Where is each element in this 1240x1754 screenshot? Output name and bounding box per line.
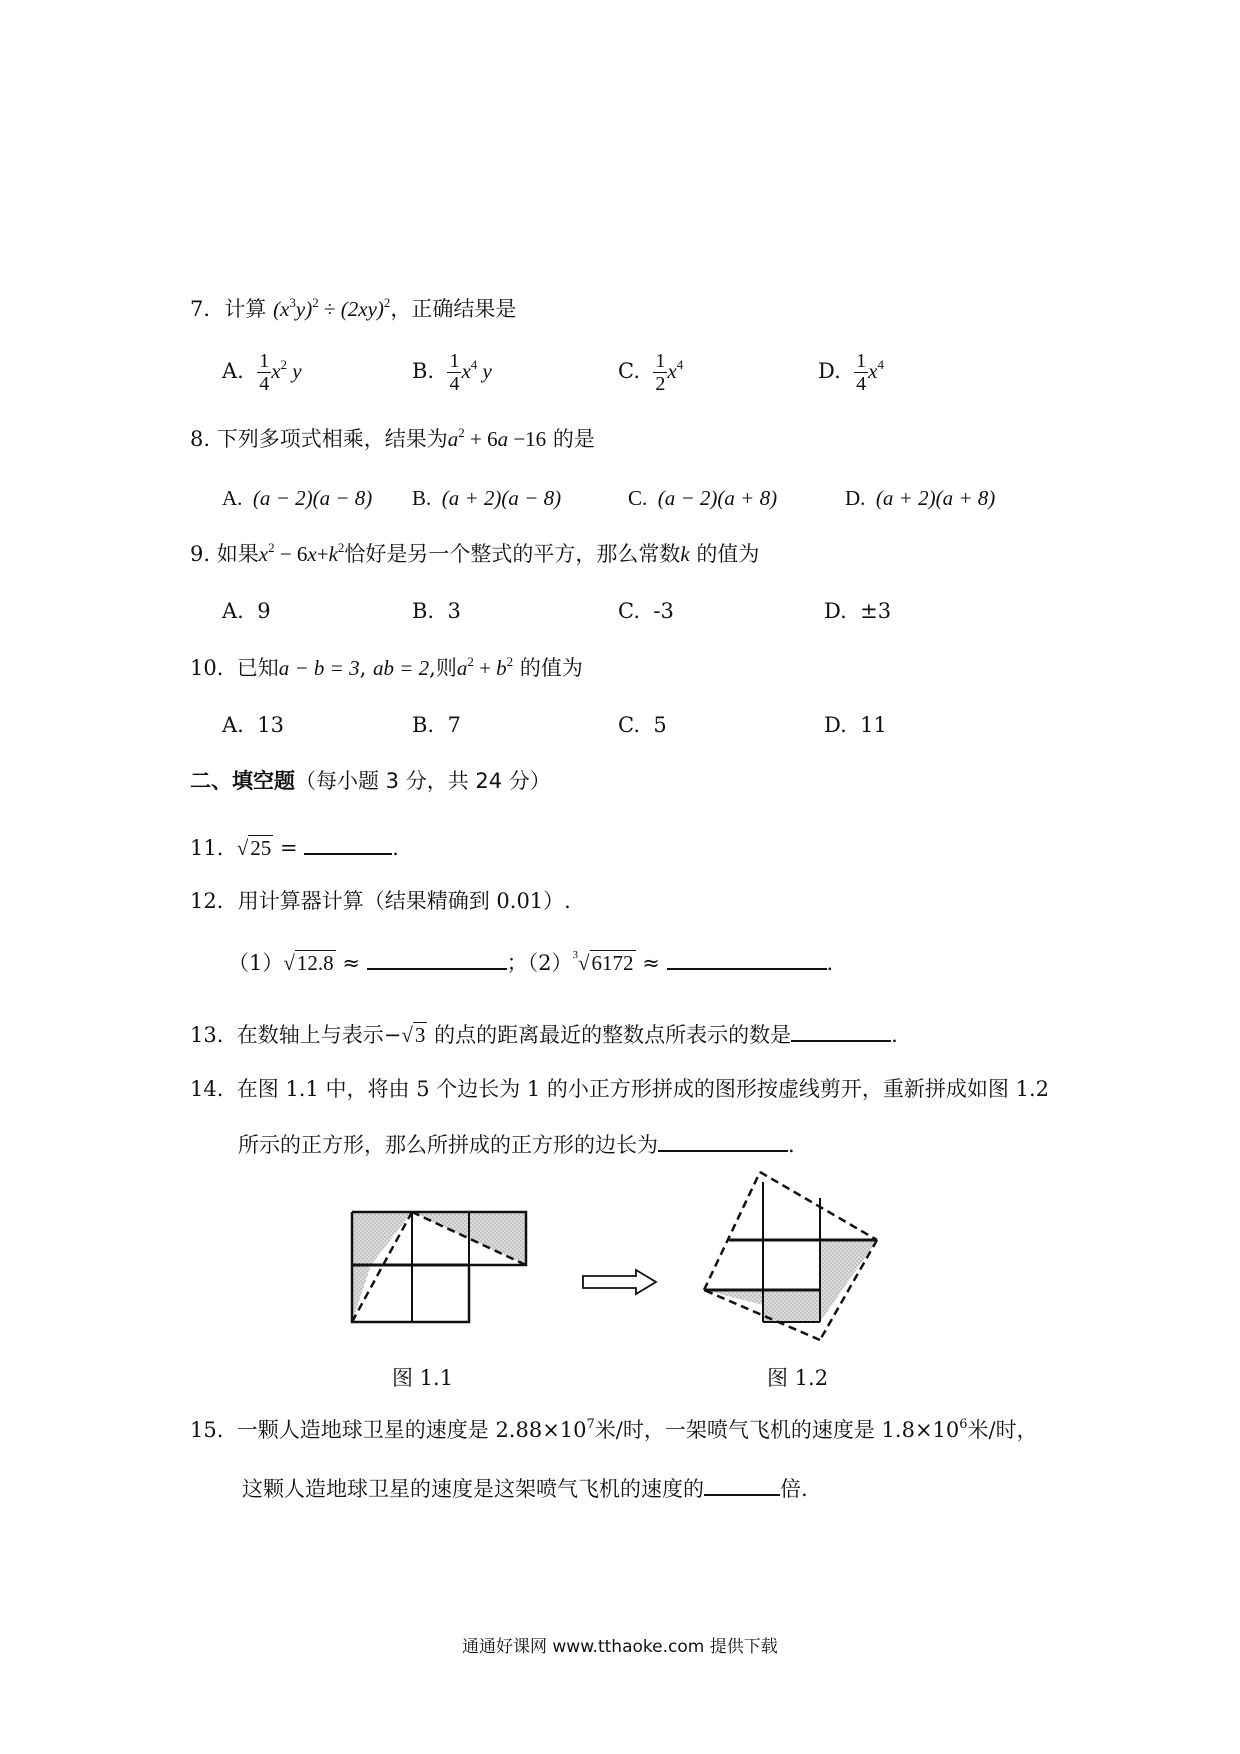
q12-answer-blank-2[interactable]	[667, 946, 827, 970]
q10-option-b: B. 7	[412, 713, 461, 737]
q7-option-c: C. $\frac{1}{2}$ $x^4$	[618, 350, 684, 395]
q9-option-d: D. ±3	[824, 599, 892, 623]
q7-option-a: A. $\frac{1}{4}$ $x^2$ y	[222, 350, 302, 395]
q7-expression: $(x^3y)^2 \div (2xy)^2$	[273, 295, 391, 321]
q14-answer-blank[interactable]	[658, 1128, 788, 1152]
q12-parts: （1）√12.8 ≈ ；$(2)^3√6172$ ≈ .	[228, 946, 833, 976]
q7-option-b: B. $\frac{1}{4}$ $x^4$ y	[412, 350, 492, 395]
q10-option-a: A. 13	[222, 713, 284, 737]
q7-option-d: D. $\frac{1}{4}$ $x^4$	[818, 350, 884, 395]
q15-line-2: 这颗人造地球卫星的速度是这架喷气飞机的速度的 倍.	[242, 1472, 808, 1502]
q8-option-a: A. (a − 2)(a − 8)	[222, 486, 373, 510]
q13-answer-blank[interactable]	[791, 1018, 891, 1042]
q9-expression: $x^2 - 6x+k^2$	[258, 540, 345, 566]
section-2-header: 二、填空题（每小题 3 分，共 24 分）	[190, 769, 551, 793]
figure-1-1	[352, 1212, 526, 1322]
q10-option-d: D. 11	[824, 713, 887, 737]
q14-line-2: 所示的正方形，那么所拼成的正方形的边长为 .	[238, 1128, 795, 1158]
q10-expression: $a^2 + b^2$	[456, 654, 514, 680]
arrow-icon	[583, 1270, 656, 1294]
q14-figures	[340, 1170, 900, 1350]
q8-expression: $a^2 + 6a -16$	[447, 425, 547, 451]
q12-stem: 12．用计算器计算（结果精确到 0.01）.	[190, 889, 571, 913]
q8-stem: 8. 下列多项式相乘，结果为$a^2 + 6a -16$ 的是	[190, 425, 595, 451]
q8-option-c: C. (a − 2)(a + 8)	[628, 486, 778, 510]
q10-option-c: C. 5	[618, 713, 667, 737]
q7-stem: 7．计算 $(x^3y)^2 \div (2xy)^2$，正确结果是	[190, 295, 517, 321]
q9-stem: 9. 如果$x^2 - 6x+k^2$恰好是另一个整式的平方，那么常数k 的值为	[190, 540, 760, 566]
q11-answer-blank[interactable]	[304, 831, 392, 855]
q13: 13. 在数轴上与表示−√3 的点的距离最近的整数点所表示的数是 .	[190, 1018, 898, 1048]
q12-answer-blank-1[interactable]	[367, 946, 507, 970]
q11: 11. √25 = .	[190, 831, 399, 861]
q15-line-1: 15. 一颗人造地球卫星的速度是 $2.88\times 10^7$米/时，一架喷气飞机的速度是 $1.8\times 10^6$米/时，	[190, 1417, 1038, 1442]
q8-option-b: B. (a + 2)(a − 8)	[412, 486, 562, 510]
footer-credit: 通通好课网 www.tthaoke.com 提供下载	[462, 1637, 778, 1657]
q10-stem: 10. 已知a − b = 3, ab = 2,则$a^2 + b^2$ 的值为	[190, 654, 583, 680]
q15-answer-blank[interactable]	[704, 1472, 780, 1496]
q9-option-a: A. 9	[222, 599, 271, 623]
q14-line-1: 14. 在图 1.1 中，将由 5 个边长为 1 的小正方形拼成的图形按虚线剪开，重新拼成如图 1.2	[190, 1077, 1050, 1101]
q9-option-b: B. 3	[412, 599, 461, 623]
figure-1-2-caption: 图 1.2	[767, 1366, 829, 1390]
q8-option-d: D. (a + 2)(a + 8)	[845, 486, 996, 510]
figure-1-1-caption: 图 1.1	[392, 1366, 454, 1390]
figure-1-2	[704, 1172, 877, 1340]
q9-option-c: C. -3	[618, 599, 674, 623]
